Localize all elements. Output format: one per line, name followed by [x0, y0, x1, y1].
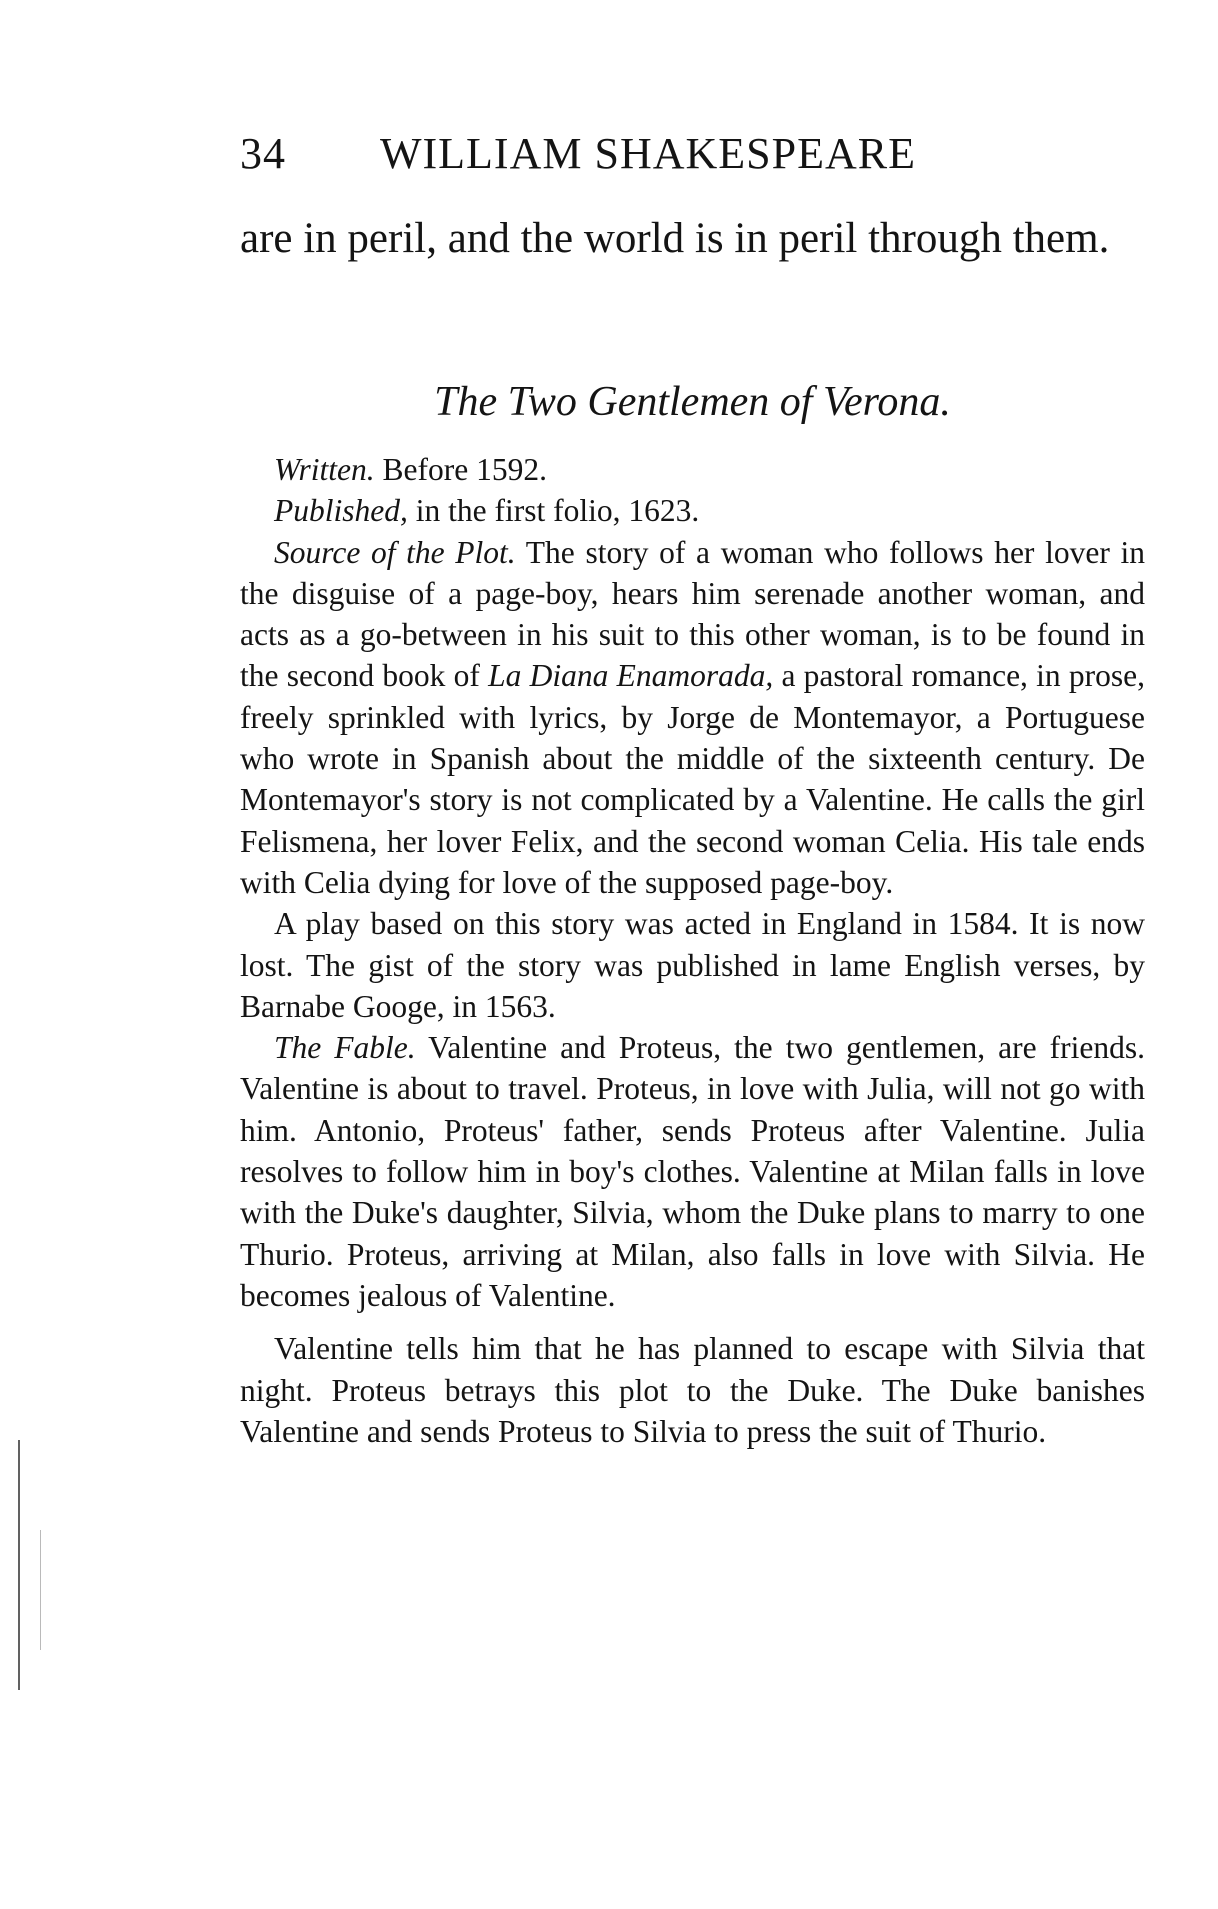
published-label: Published, — [274, 493, 408, 529]
written-paragraph — [240, 449, 1145, 490]
written-text: Before 1592. — [382, 452, 547, 487]
source-work-title: La Diana Enamorada, — [488, 658, 774, 694]
page-number: 34 — [240, 129, 286, 178]
fable-label: The Fable. — [274, 1030, 416, 1066]
running-title: WILLIAM SHAKESPEARE — [380, 129, 916, 178]
margin-scan-mark-faint — [40, 1530, 41, 1650]
written-label: Written. — [274, 452, 375, 487]
published-paragraph — [240, 490, 1145, 531]
source-paragraph — [240, 532, 1145, 904]
source-text-after-title: a pastoral romance, in prose, freely sprinkled with lyrics, by Jorge de Montemayor, a Portuguese who wrote in Spanish about the middle of the sixteenth century. De Montemayor's story is not complicated by a Valentine. He calls the girl Felismena, her lover Felix, and the second woman Celia. His tale ends with Celia dying for love of the supposed page-boy. — [240, 658, 1145, 900]
margin-scan-mark — [18, 1440, 20, 1690]
fable-text: Valentine and Proteus, the two gentlemen, are friends. Valentine is about to travel. Proteus, in love with Julia, will not go with him. Antonio, Proteus' father, sends Proteus after Valentine. Julia resolves to follow him in boy's clothes. Valentine at Milan falls in love with the Duke's daughter, Silvia, whom the Duke plans to marry to one Thurio. Proteus, arriving at Milan, also falls in love with Silvia. He becomes jealous of Valentine. — [240, 1030, 1146, 1313]
continuation-paragraph: are in peril, and the world is in peril through them. — [240, 215, 1110, 262]
section-body — [240, 449, 1145, 1452]
valentine-paragraph: Valentine tells him that he has planned to escape with Silvia that night. Proteus betrays this plot to the Duke. The Duke banishes Valentine and sends Proteus to Silvia to press the suit of Thurio. — [240, 1331, 1145, 1449]
running-head — [240, 128, 1000, 179]
fable-paragraph — [240, 1027, 1145, 1316]
section-title: The Two Gentlemen of Verona. — [434, 379, 951, 425]
play-paragraph: A play based on this story was acted in England in 1584. It is now lost. The gist of the story was published in lame English verses, by Barnabe Googe, in 1563. — [240, 906, 1145, 1024]
source-text-before-title: The story of a woman who follows her lover in the disguise of a page-boy, hears him serenade another woman, and acts as a go-between in his suit to this other woman, is to be found in the second book of — [240, 534, 1145, 694]
source-label: Source of the Plot. — [274, 534, 516, 570]
published-text: in the first folio, 1623. — [415, 493, 700, 529]
